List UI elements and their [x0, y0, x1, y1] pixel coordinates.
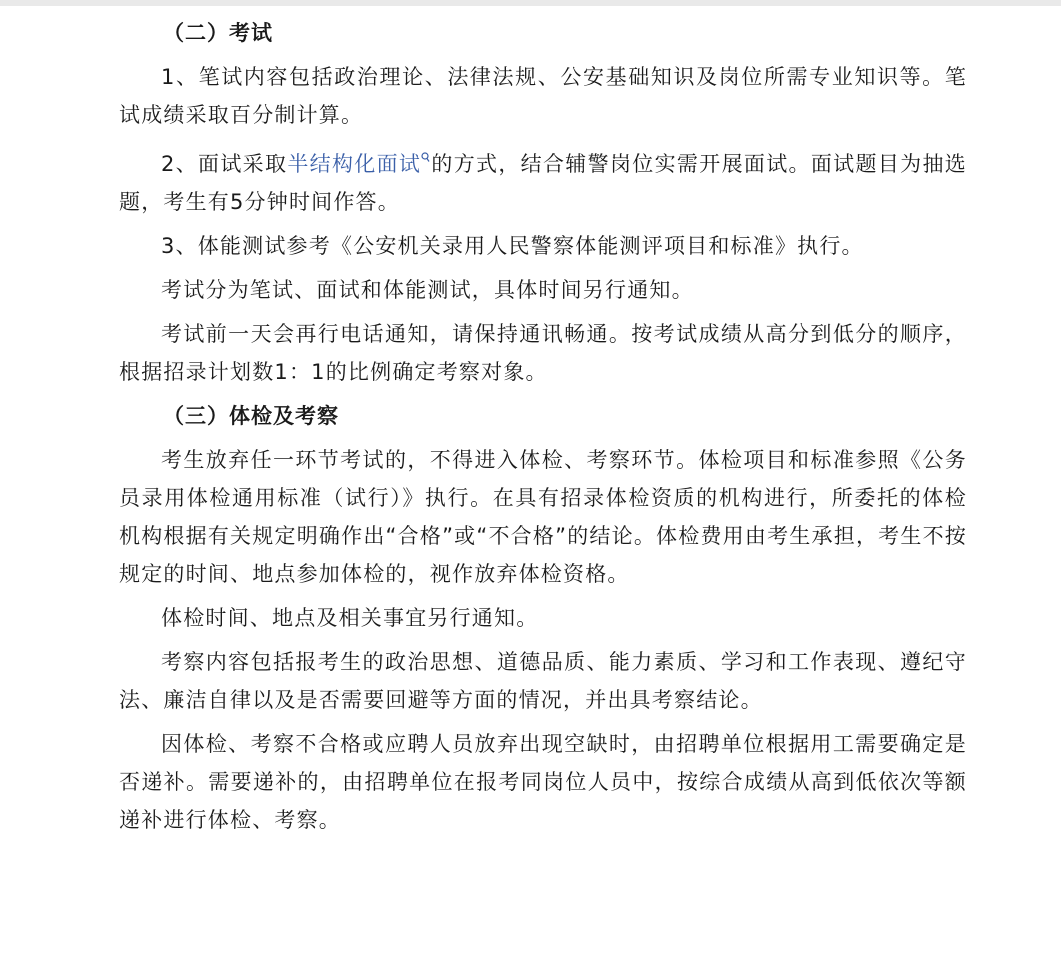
- exam-parts-note: 考试分为笔试、面试和体能测试，具体时间另行通知。: [161, 278, 694, 302]
- inspection-content: 考察内容包括报考生的政治思想、道德品质、能力素质、学习和工作表现、遵纪守法、廉洁自律以及是否需要回避等方面的情况，并出具考察结论。: [119, 650, 967, 712]
- exam-notice-note: 考试前一天会再行电话通知，请保持通讯畅通。按考试成绩从高分到低分的顺序，根据招录计划数1：1的比例确定考察对象。: [119, 322, 967, 384]
- search-icon[interactable]: [421, 152, 430, 166]
- interview-text-before: 2、面试采取: [161, 152, 288, 176]
- section-heading-exam: （二）考试: [163, 21, 273, 45]
- semi-structured-interview-link[interactable]: 半结构化面试: [287, 152, 422, 176]
- document-body: [119, 14, 967, 845]
- exam-item-interview: [119, 140, 967, 221]
- top-edge-bar: [0, 0, 1061, 6]
- vacancy-replacement: 因体检、考察不合格或应聘人员放弃出现空缺时，由招聘单位根据用工需要确定是否递补。需要递补的，由招聘单位在报考同岗位人员中，按综合成绩从高到低依次等额递补进行体检、考察。: [119, 732, 967, 832]
- exam-item-written: 1、笔试内容包括政治理论、法律法规、公安基础知识及岗位所需专业知识等。笔试成绩采取百分制计算。: [119, 65, 967, 127]
- interview-text-after: 的方式，结合辅警岗位实需开展面试。面试题目为抽选题，考生有5分钟时间作答。: [119, 152, 967, 214]
- physical-exam-rules: 考生放弃任一环节考试的，不得进入体检、考察环节。体检项目和标准参照《公务员录用体检通用标准（试行）》执行。在具有招录体检资质的机构进行，所委托的体检机构根据有关规定明确作出“合格”或“不合格”的结论。体检费用由考生承担，考生不按规定的时间、地点参加体检的，视作放弃体检资格。: [119, 448, 967, 586]
- section-heading-physical: （三）体检及考察: [163, 404, 339, 428]
- physical-exam-time-note: 体检时间、地点及相关事宜另行通知。: [161, 606, 539, 630]
- exam-item-fitness: 3、体能测试参考《公安机关录用人民警察体能测评项目和标准》执行。: [161, 234, 864, 258]
